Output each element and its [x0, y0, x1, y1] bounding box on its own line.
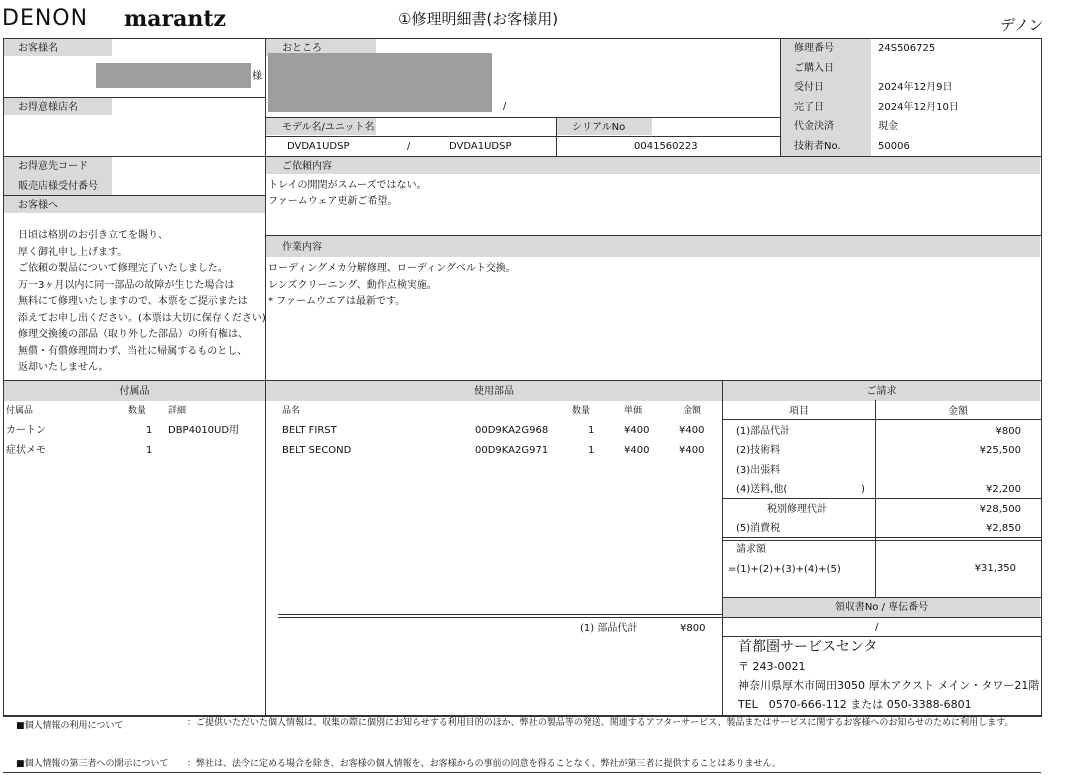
privacy-third-text: ：弊社は、法令に定める場合を除き、お客様の個人情報を、お客様からの事前の同意を得ることなく、弊社が第三者に提供することはありません。	[187, 759, 782, 769]
part-row-2-code: 00D9KA2G971	[475, 445, 549, 456]
completed-date-label: 完了日	[794, 102, 824, 113]
payment-label: 代金決済	[794, 121, 834, 132]
part-row-1-qty: 1	[588, 425, 595, 436]
billing-col-amount: 金額	[948, 406, 968, 417]
work-text: ローディングメカ分解修理、ローディングベルト交換。 レンズクリーニング、動作点検実施。 * ファームウエアは最新です。	[268, 263, 516, 307]
accessories-col-qty: 数量	[128, 406, 147, 416]
received-date-value: 2024年12月9日	[878, 82, 953, 93]
service-center-name: 首都圏サービスセンタ	[738, 639, 878, 655]
part-row-1-price: ¥400	[624, 425, 650, 436]
billing-total-formula: =(1)+(2)+(3)+(4)+(5)	[728, 564, 841, 575]
dealer-receipt-label: 販売店様受付番号	[18, 181, 98, 192]
part-row-1-code: 00D9KA2G968	[475, 425, 549, 436]
billing-shipping-value: ¥2,200	[986, 484, 1021, 495]
customer-message: 日頃は格別のお引き立てを賜り、 厚く御礼申し上げます。 ご依頼の製品について修理完了いたしました。 万一3ヶ月以内に同一部品の故障が生じた場合は 無料にて修理いたしますので、本票をご提示または 添えてお申し出ください。(本票は大切に保存ください) 修理交換後の部品（取り外した部品）の所有権は、 無償・有償修理問わず、当社に帰属するものとし、 返却いたしません。	[18, 230, 266, 373]
billing-col-item: 項目	[789, 406, 809, 417]
denon-logo: DENON	[2, 6, 89, 31]
accessory-row-1-name: カートン	[6, 425, 46, 436]
accessories-col-detail: 詳細	[168, 406, 187, 416]
payment-value: 現金	[878, 121, 898, 132]
privacy-use-text-wrap	[187, 717, 1077, 731]
address-slash: /	[503, 101, 507, 112]
part-row-2-qty: 1	[588, 445, 595, 456]
privacy-third-label: ■個人情報の第三者への開示について	[16, 759, 169, 769]
part-row-2-price: ¥400	[624, 445, 650, 456]
billing-tech-label: (2)技術料	[736, 445, 781, 456]
billing-pretax-label: 税別修理代計	[767, 504, 827, 515]
billing-total-value: ¥31,350	[974, 563, 1016, 574]
accessory-row-2-name: 症状メモ	[6, 445, 46, 456]
part-row-2-amount: ¥400	[679, 445, 705, 456]
completed-date-value: 2024年12月10日	[878, 102, 959, 113]
parts-col-price: 単価	[624, 406, 643, 416]
redacted-customer-name	[96, 63, 251, 88]
serial-label: シリアルNo	[572, 122, 626, 133]
model-label: モデル名/ユニット名	[282, 122, 375, 133]
billing-title: ご請求	[866, 386, 897, 397]
footer-divider	[3, 772, 1041, 773]
marantz-logo: marantz	[124, 6, 227, 32]
billing-parts-value: ¥800	[995, 426, 1021, 437]
billing-tax-value: ¥2,850	[986, 523, 1021, 534]
received-date-label: 受付日	[794, 82, 824, 93]
parts-col-amount: 金額	[683, 406, 702, 416]
page-title: ①修理明細書(お客様用)	[398, 10, 559, 28]
privacy-use-label: ■個人情報の利用について	[16, 721, 124, 731]
model-value: DVDA1UDSP	[287, 141, 350, 152]
parts-subtotal-value: ¥800	[680, 623, 706, 634]
honorific-sama: 様	[252, 71, 262, 82]
accessory-row-2-qty: 1	[146, 445, 153, 456]
work-label-bg	[266, 236, 1040, 257]
serial-value: 0041560223	[634, 141, 698, 152]
redacted-address	[268, 53, 492, 112]
part-row-2-name: BELT SECOND	[282, 445, 352, 456]
technician-label: 技術者No.	[794, 141, 841, 152]
accessory-row-1-detail: DBP4010UD用	[168, 425, 240, 436]
parts-subtotal-label: (1) 部品代計	[580, 623, 638, 634]
repair-no-label: 修理番号	[794, 43, 834, 54]
billing-shipping-label: (4)送料,他(	[736, 484, 788, 495]
billing-tech-value: ¥25,500	[979, 445, 1021, 456]
service-center-tel: TEL 0570-666-112 または 050-3388-6801	[738, 698, 972, 711]
receipt-value: /	[875, 622, 879, 633]
billing-shipping-paren: )	[861, 484, 865, 495]
dealer-name-label: お得意様店名	[18, 102, 78, 113]
request-text: トレイの開閉がスムーズではない。 ファームウェア更新ご希望。	[268, 180, 427, 207]
parts-col-name: 品名	[282, 406, 301, 416]
part-row-1-name: BELT FIRST	[282, 425, 337, 436]
billing-trip-label: (3)出張料	[736, 465, 781, 476]
receipt-label: 領収書No / 専伝番号	[834, 602, 929, 613]
request-label: ご依頼内容	[282, 161, 332, 172]
accessories-col-name: 付属品	[6, 406, 34, 416]
technician-value: 50006	[878, 141, 910, 152]
billing-parts-label: (1)部品代計	[736, 426, 791, 437]
to-customer-label: お客様へ	[18, 200, 58, 211]
model-slash: /	[407, 141, 411, 152]
privacy-use-text: ：ご提供いただいた個人情報は、収集の際に個別にお知らせする利用目的のほか、弊社の製品等の発送、関連するアフターサービス、製品またはサービスに関するお客様へのお知らせのために利用します。	[187, 718, 1014, 728]
billing-pretax-value: ¥28,500	[979, 504, 1021, 515]
parts-title: 使用部品	[474, 386, 514, 397]
info-label-bg	[781, 39, 871, 156]
address-label: おところ	[282, 43, 322, 54]
request-label-bg	[266, 157, 1040, 174]
repair-no-value: 24S506725	[878, 43, 936, 54]
unit-value: DVDA1UDSP	[449, 141, 512, 152]
customer-name-label: お客様名	[18, 43, 58, 54]
part-row-1-amount: ¥400	[679, 425, 705, 436]
service-center-zip: 〒 243-0021	[738, 660, 806, 673]
accessories-title: 付属品	[119, 386, 150, 397]
purchase-date-label: ご購入日	[794, 63, 834, 74]
dealer-code-label: お得意先コード	[18, 161, 88, 172]
billing-tax-label: (5)消費税	[736, 523, 781, 534]
accessory-row-1-qty: 1	[146, 425, 153, 436]
work-label: 作業内容	[282, 242, 322, 253]
service-center-address: 神奈川県厚木市岡田3050 厚木アクスト メイン・タワー21階	[738, 679, 1040, 692]
parts-col-qty: 数量	[572, 406, 591, 416]
billing-total-label: 請求額	[736, 544, 766, 555]
service-center-block	[736, 637, 1040, 715]
brand-kana: デノン	[1000, 16, 1044, 34]
